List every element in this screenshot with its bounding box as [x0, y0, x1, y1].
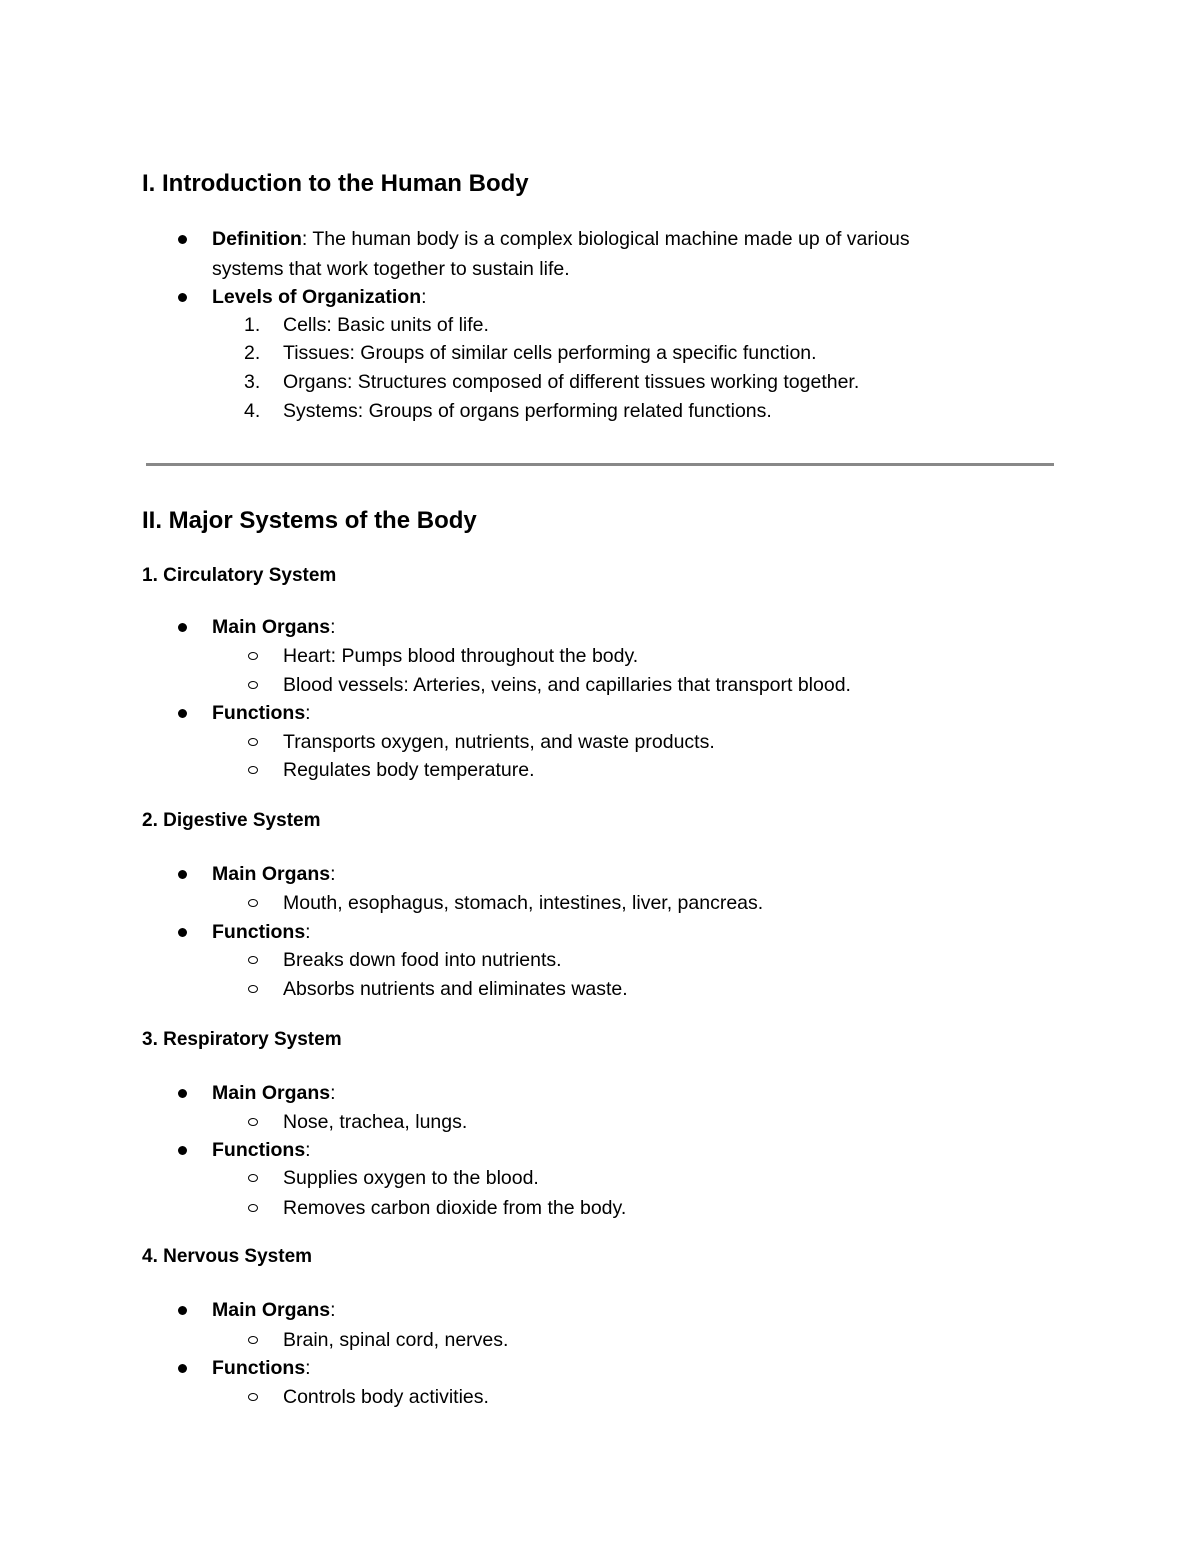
- definition-line: [212, 227, 910, 251]
- function-item: Transports oxygen, nutrients, and waste products.: [283, 731, 715, 753]
- function-item: Controls body activities.: [283, 1386, 489, 1408]
- bullet-icon: [178, 1089, 187, 1098]
- levels-label-line: [212, 285, 427, 309]
- definition-text-continued: systems that work together to sustain life.: [212, 258, 570, 280]
- organ-item: Heart: Pumps blood throughout the body.: [283, 645, 639, 667]
- bullet-icon: [178, 235, 187, 244]
- functions-label-line: [212, 701, 311, 725]
- hollow-bullet-icon: [248, 1393, 258, 1401]
- function-item: Regulates body temperature.: [283, 759, 535, 781]
- main-organs-label: Main Organs: [212, 1299, 331, 1321]
- colon: :: [305, 1357, 311, 1379]
- hollow-bullet-icon: [248, 1336, 258, 1344]
- section-heading-intro: I. Introduction to the Human Body: [142, 170, 529, 197]
- functions-label: Functions: [212, 1357, 306, 1379]
- main-organs-label-line: [212, 862, 336, 886]
- main-organs-label: Main Organs: [212, 863, 331, 885]
- colon: :: [330, 863, 336, 885]
- hollow-bullet-icon: [248, 652, 258, 660]
- list-number: 1.: [244, 314, 261, 336]
- hollow-bullet-icon: [248, 985, 258, 993]
- bullet-icon: [178, 623, 187, 632]
- bullet-icon: [178, 1364, 187, 1373]
- list-number: 2.: [244, 342, 261, 364]
- level-item: Tissues: Groups of similar cells performing a specific function.: [283, 342, 817, 364]
- list-number: 4.: [244, 400, 261, 422]
- bullet-icon: [178, 1146, 187, 1155]
- hollow-bullet-icon: [248, 766, 258, 774]
- organ-item: Nose, trachea, lungs.: [283, 1111, 468, 1133]
- organ-item: Brain, spinal cord, nerves.: [283, 1329, 509, 1351]
- colon: :: [305, 1139, 311, 1161]
- main-organs-label-line: [212, 1081, 336, 1105]
- level-item: Systems: Groups of organs performing related functions.: [283, 400, 772, 422]
- level-item: Organs: Structures composed of different tissues working together.: [283, 371, 860, 393]
- function-item: Absorbs nutrients and eliminates waste.: [283, 978, 628, 1000]
- function-item: Removes carbon dioxide from the body.: [283, 1197, 627, 1219]
- colon: :: [330, 616, 336, 638]
- colon: :: [305, 702, 311, 724]
- main-organs-label-line: [212, 1298, 336, 1322]
- bullet-icon: [178, 870, 187, 879]
- system-title-circulatory: 1. Circulatory System: [142, 565, 337, 586]
- main-organs-label: Main Organs: [212, 1082, 331, 1104]
- functions-label-line: [212, 920, 311, 944]
- hollow-bullet-icon: [248, 1204, 258, 1212]
- organ-item: Blood vessels: Arteries, veins, and capillaries that transport blood.: [283, 674, 851, 696]
- organ-item: Mouth, esophagus, stomach, intestines, liver, pancreas.: [283, 892, 764, 914]
- system-title-nervous: 4. Nervous System: [142, 1246, 313, 1267]
- hollow-bullet-icon: [248, 681, 258, 689]
- hollow-bullet-icon: [248, 956, 258, 964]
- functions-label: Functions: [212, 1139, 306, 1161]
- functions-label: Functions: [212, 921, 306, 943]
- hollow-bullet-icon: [248, 1118, 258, 1126]
- colon: :: [305, 921, 311, 943]
- system-title-respiratory: 3. Respiratory System: [142, 1029, 342, 1050]
- hollow-bullet-icon: [248, 1174, 258, 1182]
- levels-label: Levels of Organization: [212, 286, 422, 308]
- hollow-bullet-icon: [248, 738, 258, 746]
- system-title-digestive: 2. Digestive System: [142, 810, 321, 831]
- main-organs-label-line: [212, 615, 336, 639]
- colon: :: [330, 1082, 336, 1104]
- function-item: Supplies oxygen to the blood.: [283, 1167, 539, 1189]
- functions-label-line: [212, 1356, 311, 1380]
- functions-label: Functions: [212, 702, 306, 724]
- definition-text: : The human body is a complex biological machine made up of various: [301, 228, 910, 250]
- functions-label-line: [212, 1138, 311, 1162]
- bullet-icon: [178, 293, 187, 302]
- colon: :: [330, 1299, 336, 1321]
- level-item: Cells: Basic units of life.: [283, 314, 489, 336]
- hollow-bullet-icon: [248, 899, 258, 907]
- levels-colon: :: [421, 286, 427, 308]
- definition-label: Definition: [212, 228, 302, 250]
- function-item: Breaks down food into nutrients.: [283, 949, 562, 971]
- bullet-icon: [178, 928, 187, 937]
- main-organs-label: Main Organs: [212, 616, 331, 638]
- list-number: 3.: [244, 371, 261, 393]
- horizontal-divider: [146, 463, 1054, 466]
- bullet-icon: [178, 1306, 187, 1315]
- section-heading-systems: II. Major Systems of the Body: [142, 507, 477, 534]
- bullet-icon: [178, 709, 187, 718]
